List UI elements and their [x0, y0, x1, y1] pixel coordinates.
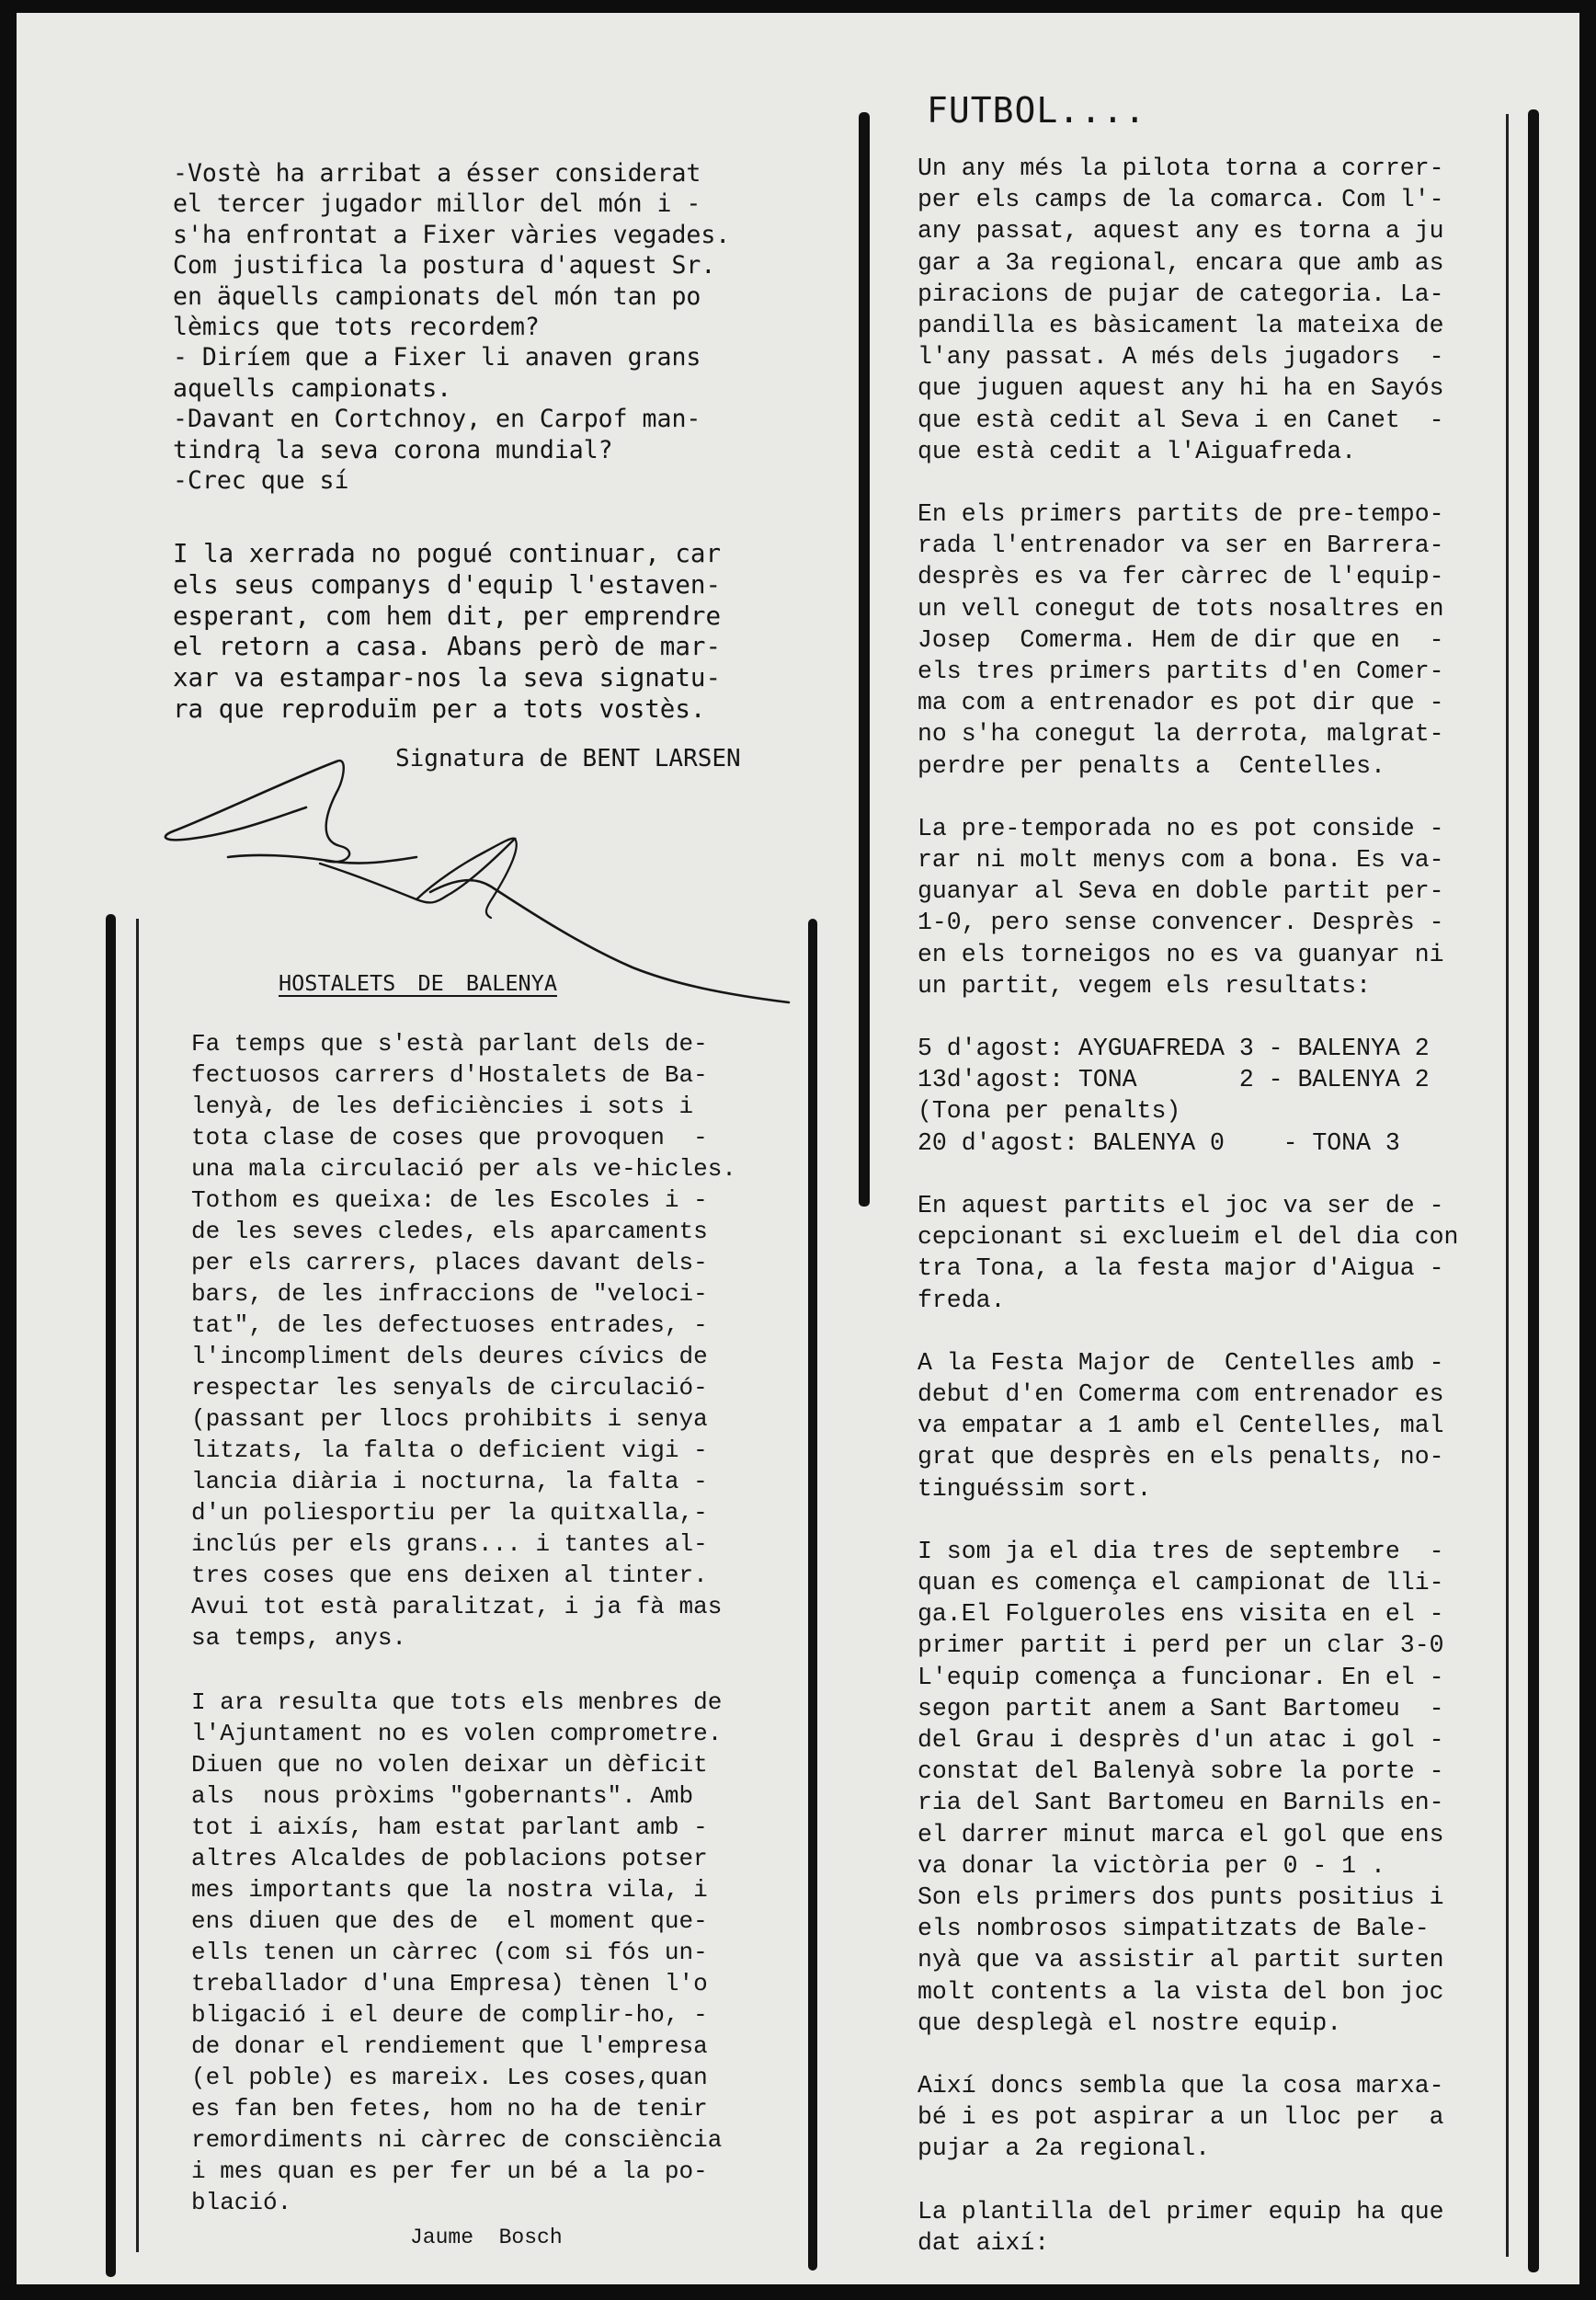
text-line: grat que desprès en els penalts, no-	[918, 1443, 1444, 1471]
text-line: -Crec que sí	[173, 466, 349, 496]
text-line: lèmics que tots recordem?	[173, 313, 540, 342]
text-line: quan es comença el campionat de lli-	[918, 1568, 1444, 1596]
text-line: remordiments ni càrrec de consciència	[191, 2126, 723, 2154]
text-line: 1-0, pero sense convencer. Desprès -	[918, 909, 1444, 937]
left-column-rule	[106, 914, 116, 2277]
text-line: tat", de les defectuoses entrades, -	[191, 1311, 708, 1339]
hostalets-title: HOSTALETS DE BALENYA	[279, 970, 557, 996]
text-line: La pre-temporada no es pot conside -	[918, 814, 1444, 842]
text-line: (Tona per penalts)	[918, 1097, 1181, 1126]
text-line: de donar el rendiement que l'empresa	[191, 2032, 708, 2060]
hostalets-paragraph-1	[191, 1028, 736, 1653]
hostalets-author: Jaume Bosch	[410, 2226, 563, 2249]
text-line: L'equip comença a funcionar. En el -	[918, 1663, 1444, 1691]
text-line: freda.	[918, 1286, 1006, 1314]
text-line: nyà que va assistir al partit surten	[918, 1946, 1444, 1974]
text-line: En els primers partits de pre-tempo-	[918, 500, 1444, 529]
text-line: el retorn a casa. Abans però de mar-	[173, 632, 722, 662]
futbol-paragraph	[918, 498, 1458, 782]
text-line: ma com a entrenador es pot dir que -	[918, 689, 1444, 717]
text-line: lancia diària i nocturna, la falta -	[191, 1468, 708, 1495]
text-line: l'incompliment dels deures cívics de	[191, 1343, 708, 1370]
text-line: pujar a 2a regional.	[918, 2134, 1211, 2163]
text-line: els tres primers partits d'en Comer-	[918, 658, 1444, 686]
text-line: -Davant en Cortchnoy, en Carpof man-	[173, 405, 701, 434]
text-line: una mala circulació per als ve-hicles.	[191, 1155, 736, 1183]
text-line: en els torneigos no es va guanyar ni	[918, 940, 1444, 968]
left-column-hairline	[136, 919, 139, 2252]
interview-closing-text	[173, 539, 721, 726]
text-line: Josep Comerma. Hem de dir que en -	[918, 625, 1444, 654]
text-line: primer partit i perd per un clar 3-0	[918, 1631, 1444, 1660]
text-line: tindrą la seva corona mundial?	[173, 435, 613, 464]
text-line: en äquells campionats del món tan po	[173, 281, 701, 311]
text-line: perdre per penalts a Centelles.	[918, 751, 1385, 780]
text-line: cepcionant si exclueim el del dia con	[918, 1223, 1459, 1252]
text-line: l'Ajuntament no es volen comprometre.	[191, 1720, 723, 1747]
text-line: i mes quan es per fer un bé a la po-	[191, 2157, 708, 2185]
futbol-paragraph	[918, 813, 1458, 1001]
text-line: gar a 3a regional, encara que amb as	[918, 248, 1444, 277]
text-line: que juguen aquest any hi ha en Sayós	[918, 374, 1444, 403]
text-line: els nombrosos simpatitzats de Bale-	[918, 1915, 1430, 1943]
text-line: tres coses que ens deixen al tinter.	[191, 1562, 708, 1589]
text-line: tot i aixís, ham estat parlant amb -	[191, 1814, 708, 1841]
text-line: tra Tona, a la festa major d'Aigua -	[918, 1254, 1444, 1283]
text-line: molt contents a la vista del bon joc	[918, 1977, 1444, 2006]
text-line: sa temps, anys.	[191, 1624, 407, 1652]
text-line: respectar les senyals de circulació-	[191, 1374, 708, 1402]
text-line: els seus companys d'equip l'estaven-	[173, 569, 722, 600]
text-line: que està cedit a l'Aiguafreda.	[918, 437, 1357, 465]
text-line: que desplegà el nostre equip.	[918, 2008, 1342, 2037]
text-line: piracions de pujar de categoria. La-	[918, 280, 1444, 308]
text-line: no s'ha conegut la derrota, malgrat-	[918, 720, 1444, 749]
interview-text	[173, 158, 730, 496]
text-line: bars, de les infraccions de "veloci-	[191, 1280, 708, 1308]
text-line: d'un poliesportiu per la quitxalla,-	[191, 1499, 708, 1527]
text-line: va empatar a 1 amb el Centelles, mal	[918, 1412, 1444, 1440]
text-line: tinguéssim sort.	[918, 1474, 1152, 1503]
text-line: ra que reproduïm per a tots vostès.	[173, 693, 706, 724]
text-line: I som ja el dia tres de septembre -	[918, 1537, 1444, 1565]
text-line: Un any més la pilota torna a correr-	[918, 154, 1444, 182]
text-line: fectuosos carrers d'Hostalets de Ba-	[191, 1061, 708, 1089]
text-line: un partit, vegem els resultats:	[918, 971, 1371, 1000]
text-line: pandilla es bàsicament la mateixa de	[918, 312, 1444, 340]
text-line: 5 d'agost: AYGUAFREDA 3 - BALENYA 2	[918, 1035, 1430, 1063]
text-line: altres Alcaldes de poblacions potser	[191, 1845, 708, 1872]
futbol-paragraph	[918, 1190, 1458, 1316]
text-line: La plantilla del primer equip ha que	[918, 2197, 1444, 2226]
text-line: 20 d'agost: BALENYA 0 - TONA 3	[918, 1128, 1400, 1157]
text-line: lenyà, de les deficiències i sots i	[191, 1093, 694, 1120]
text-line: del Grau i desprès d'un atac i gol -	[918, 1725, 1444, 1754]
text-line: bé i es pot aspirar a un lloc per a	[918, 2103, 1444, 2132]
text-line: debut d'en Comerma com entrenador es	[918, 1379, 1444, 1408]
text-line: ells tenen un càrrec (com si fós un-	[191, 1939, 708, 1966]
text-line: mes importants que la nostra vila, i	[191, 1876, 708, 1904]
text-line: constat del Balenyà sobre la porte -	[918, 1757, 1444, 1786]
futbol-paragraph	[918, 2196, 1458, 2259]
text-line: I la xerrada no pogué continuar, car	[173, 539, 722, 568]
text-line: Així doncs sembla que la cosa marxa-	[918, 2071, 1444, 2100]
text-line: esperant, com hem dit, per emprendre	[173, 601, 722, 631]
text-line: el tercer jugador millor del món i -	[173, 189, 701, 219]
futbol-paragraph	[918, 153, 1458, 467]
text-line: (el poble) es mareix. Les coses,quan	[191, 2064, 708, 2091]
futbol-hairline	[1506, 114, 1509, 2257]
text-line: (passant per llocs prohibits i senya	[191, 1405, 708, 1433]
text-line: xar va estampar-nos la seva signatu-	[173, 663, 722, 693]
futbol-left-rule	[859, 112, 870, 1207]
futbol-body	[918, 153, 1458, 2259]
futbol-results	[918, 1033, 1458, 1159]
text-line: Son els primers dos punts positius i	[918, 1882, 1444, 1911]
text-line: tota clase de coses que provoquen -	[191, 1124, 708, 1151]
text-line: ga.El Folgueroles ens visita en el -	[918, 1600, 1444, 1629]
text-line: A la Festa Major de Centelles amb -	[918, 1348, 1444, 1377]
text-line: Tothom es queixa: de les Escoles i -	[191, 1186, 708, 1214]
text-line: Fa temps que s'està parlant dels de-	[191, 1030, 708, 1058]
text-line: desprès es va fer càrrec de l'equip-	[918, 563, 1444, 591]
text-line: per els carrers, places davant dels-	[191, 1249, 708, 1276]
text-line: Avui tot està paralitzat, i ja fà mas	[191, 1593, 723, 1620]
text-line: s'ha enfrontat a Fixer vàries vegades.	[173, 220, 731, 249]
text-line: litzats, la falta o deficient vigi -	[191, 1436, 708, 1464]
text-line: rar ni molt menys com a bona. Es va-	[918, 846, 1444, 875]
text-line: de les seves cledes, els aparcaments	[191, 1218, 708, 1245]
futbol-paragraph	[918, 1347, 1458, 1505]
text-line: inclús per els grans... i tantes al-	[191, 1530, 708, 1558]
text-line: el darrer minut marca el gol que ens	[918, 1820, 1444, 1848]
text-line: ria del Sant Bartomeu en Barnils en-	[918, 1789, 1444, 1817]
text-line: aquells campionats.	[173, 373, 452, 403]
text-line: ens diuen que des de el moment que-	[191, 1907, 708, 1935]
text-line: Com justifica la postura d'aquest Sr.	[173, 251, 716, 280]
text-line: es fan ben fetes, hom no ha de tenir	[191, 2095, 708, 2123]
text-line: que està cedit al Seva i en Canet -	[918, 406, 1444, 434]
newsletter-page	[17, 13, 1579, 2284]
text-line: En aquest partits el joc va ser de -	[918, 1191, 1444, 1219]
text-line: - Diríem que a Fixer li anaven grans	[173, 343, 701, 372]
futbol-title: FUTBOL....	[927, 90, 1146, 131]
text-line: -Vostè ha arribat a ésser considerat	[173, 159, 701, 188]
signature-drawing	[154, 730, 807, 1006]
futbol-paragraph	[918, 1536, 1458, 2039]
left-column-right-rule	[808, 919, 817, 2271]
text-line: segon partit anem a Sant Bartomeu -	[918, 1694, 1444, 1722]
text-line: blació.	[191, 2189, 292, 2216]
text-line: 13d'agost: TONA 2 - BALENYA 2	[918, 1066, 1430, 1094]
text-line: als nous pròxims "gobernants". Amb	[191, 1782, 694, 1810]
text-line: va donar la victòria per 0 - 1 .	[918, 1851, 1385, 1880]
text-line: bligació i el deure de complir-ho, -	[191, 2001, 708, 2029]
text-line: rada l'entrenador va ser en Barrera-	[918, 532, 1444, 560]
text-line: per els camps de la comarca. Com l'-	[918, 186, 1444, 214]
text-line: l'any passat. A més dels jugadors -	[918, 343, 1444, 372]
text-line: Diuen que no volen deixar un dèficit	[191, 1751, 708, 1779]
futbol-right-rule	[1528, 109, 1539, 2272]
signature-caption: Signatura de BENT LARSEN	[395, 745, 741, 772]
futbol-paragraph	[918, 2070, 1458, 2165]
hostalets-paragraph-2	[191, 1687, 722, 2218]
text-line: I ara resulta que tots els menbres de	[191, 1688, 723, 1716]
text-line: dat així:	[918, 2228, 1050, 2257]
text-line: guanyar al Seva en doble partit per-	[918, 877, 1444, 906]
text-line: any passat, aquest any es torna a ju	[918, 217, 1444, 246]
text-line: treballador d'una Empresa) tènen l'o	[191, 1970, 708, 1997]
text-line: un vell conegut de tots nosaltres en	[918, 594, 1444, 623]
